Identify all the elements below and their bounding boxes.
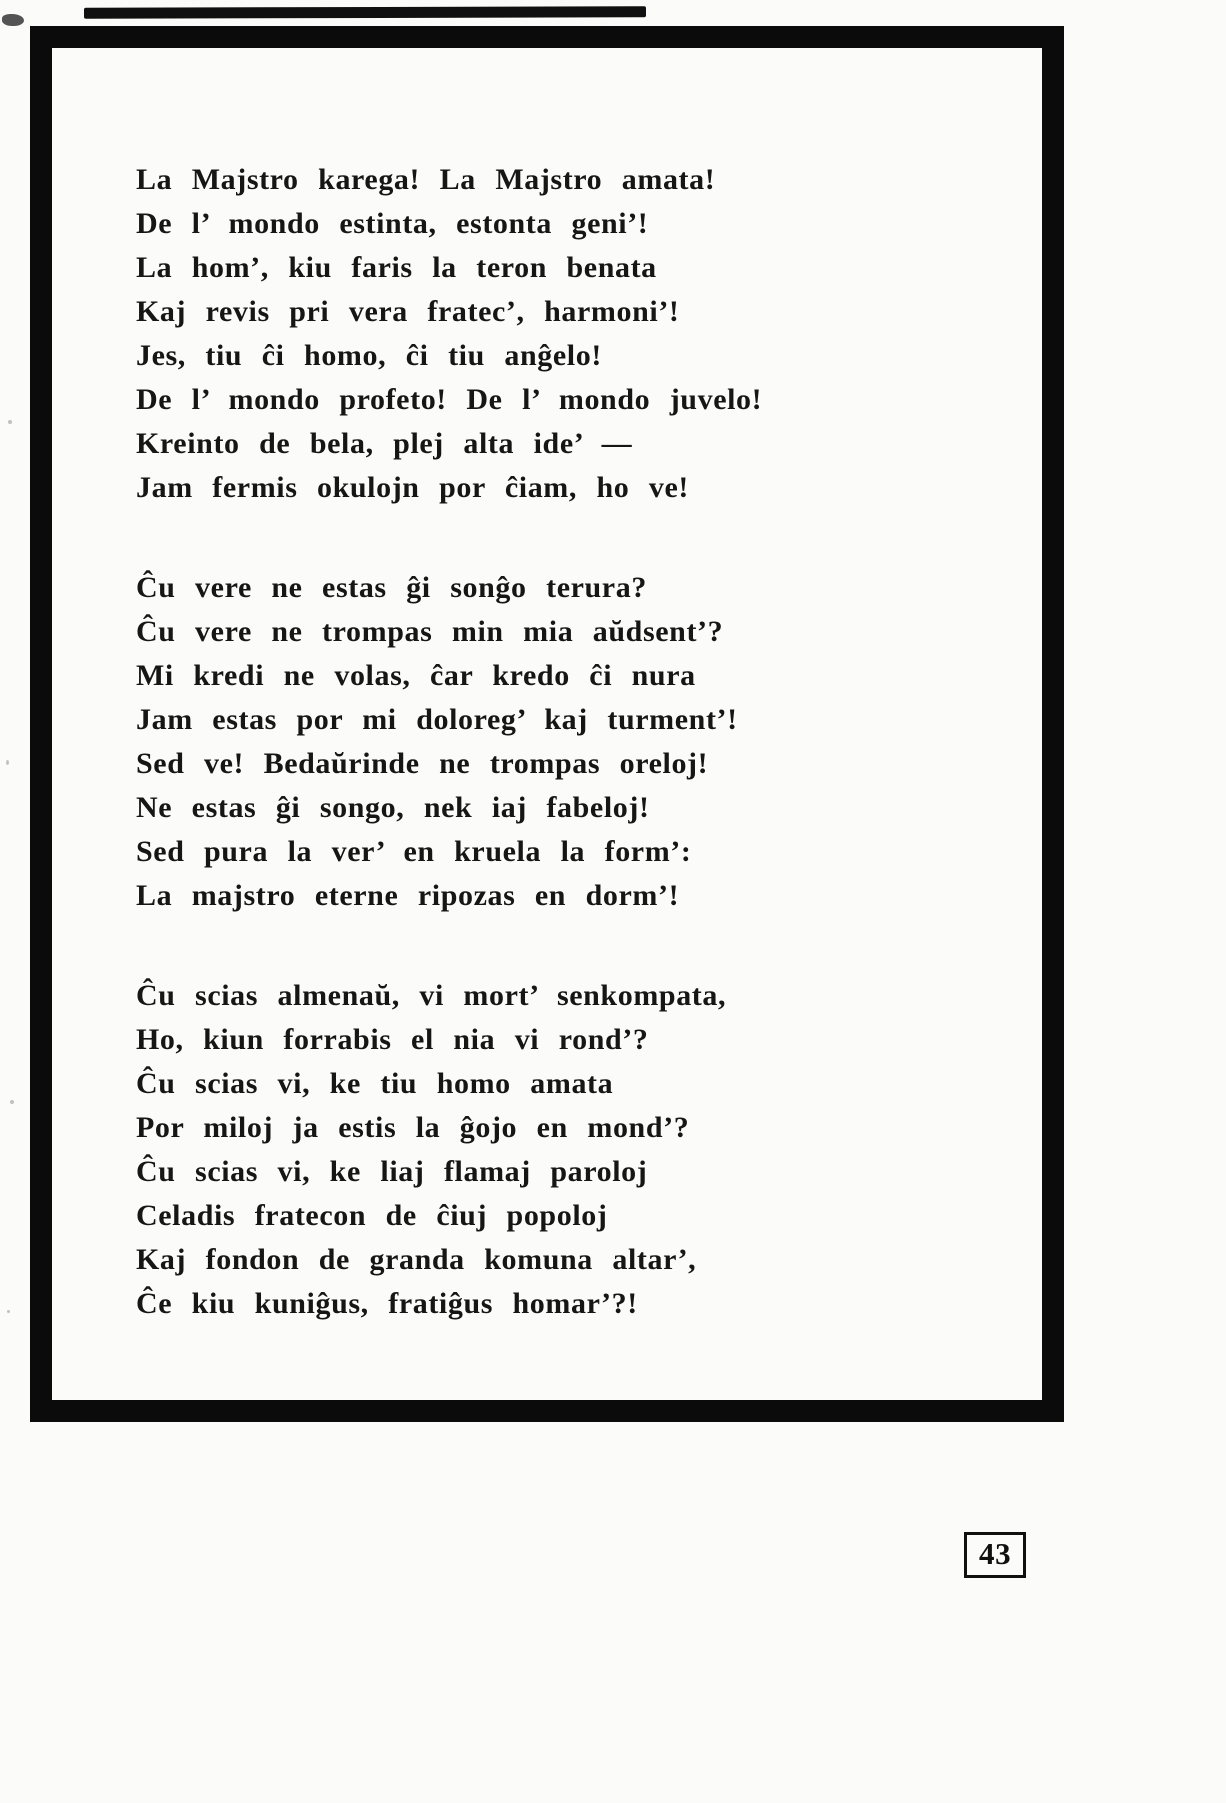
scan-speck [7,1310,10,1313]
poem-line: Kaj revis pri vera fratec’, harmoni’! [136,295,680,328]
poem-line: Ĉu vere ne trompas min mia aŭdsent’? [136,615,724,648]
poem-text [136,158,1002,1380]
poem-line: Por miloj ja estis la ĝojo en mond’? [136,1111,690,1144]
poem-line: La hom’, kiu faris la teron benata [136,251,657,284]
page-border-frame [30,26,1064,1422]
poem-line: Jam estas por mi doloreg’ kaj turment’! [136,703,738,736]
poem-line: Sed ve! Bedaŭrinde ne trompas oreloj! [136,747,709,780]
poem-line: De l’ mondo profeto! De l’ mondo juvelo! [136,383,763,416]
poem-line: Celadis fratecon de ĉiuj popoloj [136,1199,608,1232]
page-number: 43 [979,1536,1012,1571]
scan-speck [10,1100,14,1104]
poem-line: Ĉu scias vi, ke liaj flamaj paroloj [136,1155,648,1188]
poem-line: Ĉu scias almenaŭ, vi mort’ senkompata, [136,979,727,1012]
poem-line: La majstro eterne ripozas en dorm’! [136,879,680,912]
poem-line: Ĉu scias vi, ke tiu homo amata [136,1067,614,1100]
scan-speck [6,760,9,765]
scan-artifact-left-mark [2,14,24,26]
page-number-box [964,1532,1026,1578]
poem-stanza-3 [136,974,1002,1326]
poem-line: Kaj fondon de granda komuna altar’, [136,1243,697,1276]
scan-artifact-top-bar [84,6,646,18]
scan-speck [8,420,12,424]
poem-line: Ĉu vere ne estas ĝi sonĝo terura? [136,571,647,604]
poem-line: Mi kredi ne volas, ĉar kredo ĉi nura [136,659,696,692]
poem-line: Ĉe kiu kuniĝus, fratiĝus homar’?! [136,1287,638,1320]
poem-line: La Majstro karega! La Majstro amata! [136,163,716,196]
poem-stanza-1 [136,158,1002,510]
poem-line: Jes, tiu ĉi homo, ĉi tiu anĝelo! [136,339,602,372]
poem-line: Ne estas ĝi songo, nek iaj fabeloj! [136,791,650,824]
poem-line: Ho, kiun forrabis el nia vi rond’? [136,1023,649,1056]
poem-line: De l’ mondo estinta, estonta geni’! [136,207,649,240]
poem-line: Sed pura la ver’ en kruela la form’: [136,835,692,868]
poem-line: Kreinto de bela, plej alta ide’ — [136,427,633,460]
poem-stanza-2 [136,566,1002,918]
poem-line: Jam fermis okulojn por ĉiam, ho ve! [136,471,689,504]
